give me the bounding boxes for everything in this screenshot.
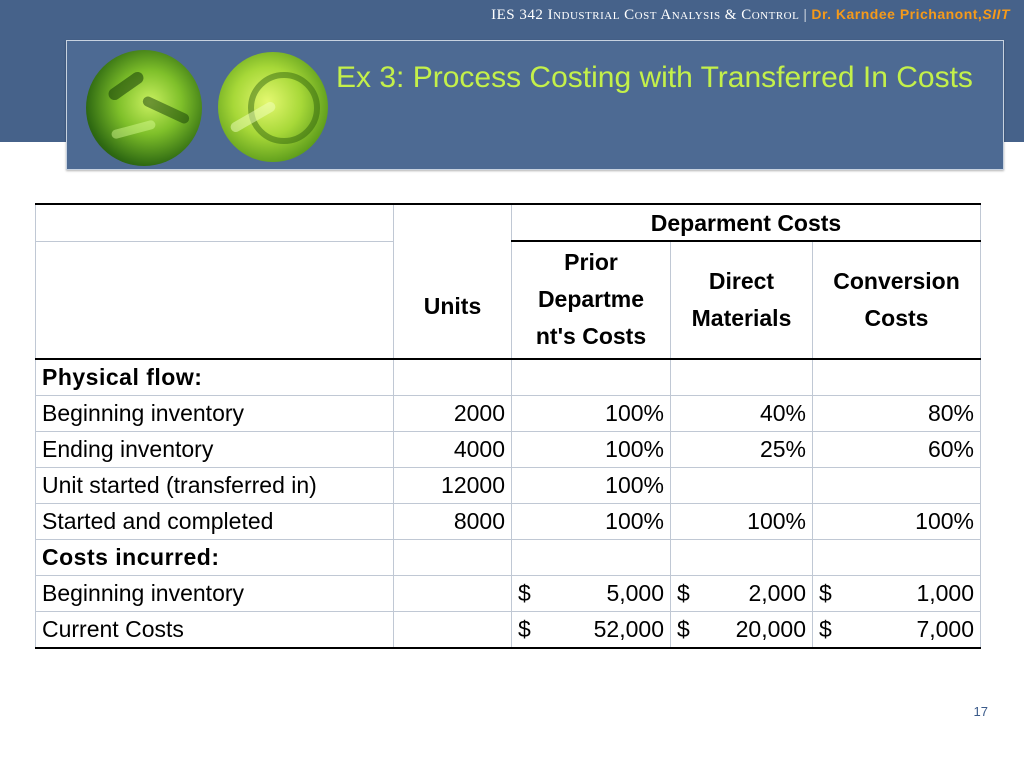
page-number: 17 — [973, 704, 988, 719]
header-blank-cell — [36, 241, 394, 359]
section-label-physical-flow: Physical flow: — [36, 359, 394, 396]
process-costing-table — [35, 203, 981, 649]
row-label: Beginning inventory — [36, 575, 394, 611]
course-header — [491, 6, 1010, 24]
row-label: Unit started (transferred in) — [36, 467, 394, 503]
dm-pct-cell: 100% — [671, 503, 813, 539]
dm-cost-cell: $ 2,000 — [671, 575, 813, 611]
prior-pct-cell: 100% — [512, 395, 671, 431]
col-header-conversion: Conversion Costs — [813, 241, 981, 359]
dm-pct-cell: 25% — [671, 431, 813, 467]
slide-title: Ex 3: Process Costing with Transferred In Costs — [336, 61, 973, 94]
prior-cost-cell: $ 5,000 — [512, 575, 671, 611]
author-name: Dr. Karndee Prichanont, — [811, 6, 983, 22]
table-row — [36, 611, 981, 648]
section-row — [36, 359, 981, 396]
prior-pct-cell: 100% — [512, 467, 671, 503]
table-row — [36, 575, 981, 611]
dm-pct-cell: 40% — [671, 395, 813, 431]
row-label: Beginning inventory — [36, 395, 394, 431]
conv-pct-cell — [813, 467, 981, 503]
conv-cost-cell: $ 7,000 — [813, 611, 981, 648]
table-row — [36, 467, 981, 503]
conv-pct-cell: 100% — [813, 503, 981, 539]
prior-cost-cell: $ 52,000 — [512, 611, 671, 648]
header-blank-cell — [36, 204, 394, 241]
conv-pct-cell: 60% — [813, 431, 981, 467]
col-group-department-costs: Deparment Costs — [512, 204, 981, 241]
row-label: Started and completed — [36, 503, 394, 539]
row-label: Current Costs — [36, 611, 394, 648]
units-cell: 4000 — [394, 431, 512, 467]
leaf-sphere-image — [218, 52, 328, 162]
section-label-costs-incurred: Costs incurred: — [36, 539, 394, 575]
col-header-prior-dept: Prior Departme nt's Costs — [512, 241, 671, 359]
dm-pct-cell — [671, 467, 813, 503]
table-row — [36, 395, 981, 431]
col-header-units: Units — [394, 204, 512, 359]
section-row — [36, 539, 981, 575]
col-header-direct-materials: Direct Materials — [671, 241, 813, 359]
institution-name: SIIT — [982, 6, 1010, 22]
conv-pct-cell: 80% — [813, 395, 981, 431]
leaf-sphere-image — [86, 50, 202, 166]
row-label: Ending inventory — [36, 431, 394, 467]
units-cell: 8000 — [394, 503, 512, 539]
conv-cost-cell: $ 1,000 — [813, 575, 981, 611]
table-row — [36, 431, 981, 467]
units-cell: 12000 — [394, 467, 512, 503]
prior-pct-cell: 100% — [512, 431, 671, 467]
prior-pct-cell: 100% — [512, 503, 671, 539]
course-name: IES 342 Industrial Cost Analysis & Control | — [491, 7, 808, 23]
units-cell: 2000 — [394, 395, 512, 431]
table-header-row — [36, 204, 981, 241]
table-row — [36, 503, 981, 539]
dm-cost-cell: $ 20,000 — [671, 611, 813, 648]
